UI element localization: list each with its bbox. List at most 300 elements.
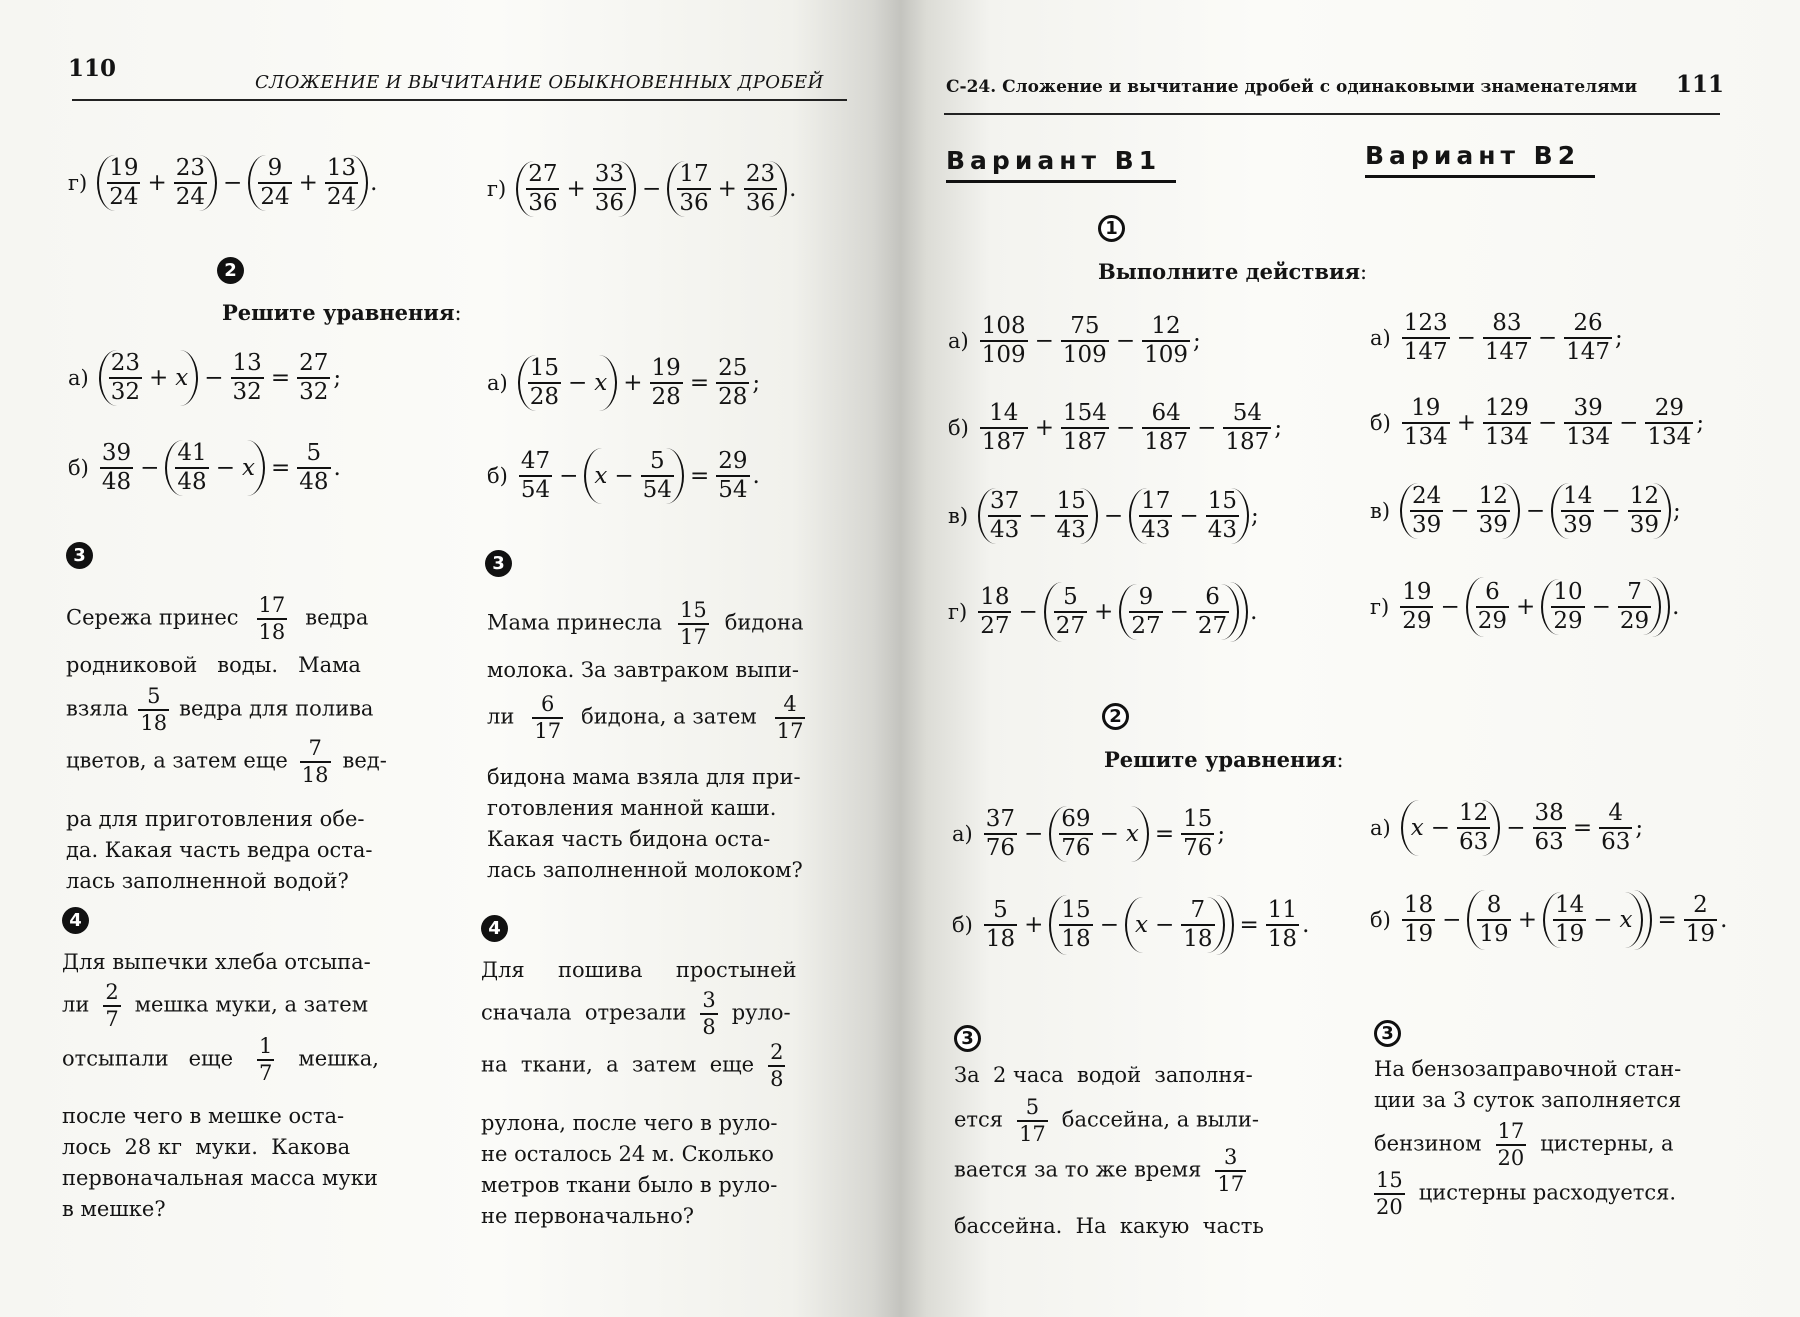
numerator: 75	[1070, 313, 1100, 339]
text-line: Для пошива простыней	[481, 958, 797, 982]
fraction	[716, 450, 749, 502]
paren: $\frac{6}{29}$ + $\frac{10}{29}$ − $\frac{7}{29}$	[1466, 577, 1670, 637]
denominator: 43	[1207, 517, 1237, 543]
denominator: 109	[1062, 342, 1107, 368]
numerator: 1	[259, 1034, 273, 1058]
text-line	[487, 694, 817, 742]
text-part: вед-	[342, 748, 387, 773]
numerator: 9	[1138, 584, 1154, 610]
item-label: б)	[952, 912, 973, 937]
fraction	[1215, 1147, 1246, 1195]
paren: $\frac{17}{36}$ + $\frac{23}{36}$	[667, 161, 787, 217]
paren: x − $\frac{12}{63}$	[1401, 800, 1501, 856]
text-line: ра для приготовления обе-	[66, 807, 365, 831]
numerator: 23	[110, 350, 140, 376]
numerator: 12	[1478, 483, 1508, 509]
numerator: 15	[1207, 488, 1237, 514]
task-number-badge: 2	[1102, 703, 1129, 730]
task-heading: Решите уравнения:	[1104, 747, 1344, 772]
text-line: лось 28 кг муки. Какова	[62, 1135, 351, 1159]
item-label: в)	[948, 503, 969, 528]
numerator: 17	[679, 161, 709, 187]
fraction	[174, 157, 207, 209]
numerator: 38	[1534, 800, 1564, 826]
text-line: да. Какая часть ведра оста-	[66, 838, 373, 862]
fraction	[1129, 586, 1162, 638]
paren: $\frac{69}{76}$ − x	[1049, 806, 1149, 862]
denominator: 18	[301, 763, 329, 787]
fraction	[103, 982, 120, 1030]
item-label: г)	[948, 599, 968, 624]
denominator: 48	[177, 469, 207, 495]
fraction	[677, 163, 710, 215]
expression-1g-v2: г) $\frac{19}{29}$ − $\frac{6}{29}$ + $\frac{10}{29}$ − $\frac{7}{29}$ .	[1370, 577, 1679, 637]
fraction	[1483, 312, 1531, 364]
fraction	[700, 990, 717, 1038]
fraction	[1533, 802, 1566, 854]
denominator: 27	[1055, 613, 1086, 639]
text-part: Сережа принес	[66, 605, 239, 630]
item-label: б)	[1370, 907, 1391, 932]
fraction	[1551, 581, 1584, 633]
numerator: 5	[1025, 1095, 1040, 1119]
numerator: 24	[1412, 483, 1442, 509]
variant-title-2: Вариант В2	[1365, 141, 1581, 170]
denominator: 147	[1403, 339, 1448, 365]
fraction	[1599, 802, 1632, 854]
text-line: не первоначально?	[481, 1204, 695, 1228]
text-line	[1374, 1170, 1676, 1218]
denominator: 18	[140, 711, 168, 735]
fraction	[650, 357, 683, 409]
denominator: 27	[1197, 613, 1228, 639]
expression-1v-v1: в) $\frac{37}{43}$ − $\frac{15}{43}$ − $\frac{17}{43}$ − $\frac{15}{43}$ ;	[948, 488, 1259, 543]
text-part: отсыпали еще	[62, 1046, 233, 1071]
fraction	[988, 490, 1021, 542]
numerator: 7	[1190, 897, 1206, 923]
denominator: 39	[1563, 512, 1593, 538]
denominator: 43	[1141, 517, 1171, 543]
paren: $\frac{24}{39}$ − $\frac{12}{39}$	[1400, 483, 1520, 539]
denominator: 24	[109, 184, 139, 210]
fraction	[1017, 1097, 1048, 1145]
expression-1v-v2: в) $\frac{24}{39}$ − $\frac{12}{39}$ − $\frac{14}{39}$ − $\frac{12}{39}$ ;	[1370, 483, 1681, 538]
fraction	[1059, 899, 1092, 951]
text-line: Какая часть бидона оста-	[487, 827, 771, 851]
text-part: бассейна, а выли-	[1061, 1107, 1259, 1132]
numerator: 12	[1458, 800, 1489, 826]
numerator: 2	[770, 1040, 784, 1064]
fraction	[1402, 894, 1435, 946]
denominator: 20	[1376, 1195, 1403, 1219]
fraction	[1374, 1170, 1405, 1218]
numerator: 4	[1608, 800, 1624, 826]
numerator: 9	[267, 155, 283, 181]
header-rule	[72, 99, 847, 101]
heading-text: Решите уравнения	[222, 300, 455, 325]
item-label: б)	[487, 463, 508, 488]
text-part: руло-	[731, 1000, 791, 1025]
denominator: 28	[718, 384, 748, 410]
text-part: ли	[62, 992, 90, 1017]
denominator: 18	[1183, 926, 1213, 952]
text-line	[66, 595, 368, 643]
text-line: не осталось 24 м. Сколько	[481, 1142, 774, 1166]
item-label: г)	[68, 170, 88, 195]
paren: $\frac{17}{43}$ − $\frac{15}{43}$	[1129, 488, 1249, 544]
paren: $\frac{15}{18}$ − x − $\frac{7}{18}$	[1049, 895, 1233, 955]
denominator: 29	[1553, 608, 1583, 634]
paren: $\frac{8}{19}$ + $\frac{14}{19}$ − x	[1467, 890, 1651, 950]
fraction	[1142, 315, 1190, 367]
equation-2a-col1: а) $\frac{23}{32}$ + x − $\frac{13}{32}$ = $\frac{27}{32}$ ;	[68, 350, 342, 405]
denominator: 19	[1685, 921, 1716, 947]
text-line: родниковой воды. Мама	[66, 653, 361, 677]
denominator: 19	[1554, 921, 1585, 947]
numerator: 15	[680, 598, 707, 622]
fraction	[1561, 485, 1594, 537]
running-title: С-24. Сложение и вычитание дробей с одинаковыми знаменателями	[946, 77, 1638, 97]
numerator: 12	[1151, 313, 1181, 339]
denominator: 63	[1601, 829, 1631, 855]
expression-1a-v2: а) $\frac{123}{147}$ − $\frac{83}{147}$ − $\frac{26}{147}$ ;	[1370, 310, 1623, 365]
variant-underline	[946, 180, 1176, 183]
denominator: 43	[990, 517, 1020, 543]
denominator: 18	[985, 926, 1016, 952]
item-label: в)	[1370, 498, 1391, 523]
task-number-badge: 3	[1374, 1020, 1401, 1047]
numerator: 5	[147, 684, 161, 708]
paren: $\frac{9}{27}$ − $\frac{6}{27}$	[1119, 584, 1239, 640]
numerator: 15	[1061, 897, 1091, 923]
fraction	[978, 586, 1011, 638]
fraction	[984, 899, 1017, 951]
numerator: 12	[1629, 483, 1659, 509]
numerator: 33	[594, 161, 625, 187]
fraction	[1618, 581, 1651, 633]
denominator: 20	[1497, 1146, 1525, 1170]
fraction	[768, 1042, 785, 1090]
numerator: 18	[1403, 892, 1434, 918]
fraction	[258, 157, 291, 209]
denominator: 187	[1144, 429, 1189, 455]
numerator: 11	[1267, 897, 1298, 923]
text-line	[954, 1097, 1259, 1145]
expression-1b-v1: б) $\frac{14}{187}$ + $\frac{154}{187}$ − $\frac{64}{187}$ − $\frac{54}{187}$ ;	[948, 400, 1283, 455]
text-line: готовления манной каши.	[487, 796, 777, 820]
expression-1g-v1: г) $\frac{18}{27}$ − $\frac{5}{27}$ + $\frac{9}{27}$ − $\frac{6}{27}$ .	[948, 582, 1257, 642]
denominator: 24	[326, 184, 357, 210]
numerator: 13	[326, 155, 357, 181]
fraction	[519, 450, 552, 502]
text-line	[954, 1147, 1260, 1195]
numerator: 7	[308, 736, 322, 760]
text-line: ции за 3 суток заполняется	[1374, 1088, 1682, 1112]
text-part: бензином	[1374, 1131, 1482, 1156]
fraction	[980, 315, 1028, 367]
text-part: бидона, а затем	[581, 704, 757, 729]
task-heading: Решите уравнения:	[222, 300, 462, 325]
denominator: 39	[1412, 512, 1442, 538]
denominator: 76	[1183, 835, 1213, 861]
fraction	[1410, 485, 1443, 537]
item-label: а)	[487, 370, 508, 395]
denominator: 24	[260, 184, 290, 210]
numerator: 15	[529, 355, 559, 381]
denominator: 76	[1061, 835, 1091, 861]
numerator: 154	[1063, 400, 1107, 426]
numerator: 4	[783, 692, 797, 716]
numerator: 19	[109, 155, 139, 181]
denominator: 54	[718, 477, 748, 503]
text-line: метров ткани было в руло-	[481, 1173, 778, 1197]
denominator: 134	[1647, 424, 1692, 450]
denominator: 32	[110, 379, 140, 405]
denominator: 48	[101, 469, 132, 495]
denominator: 19	[1403, 921, 1434, 947]
text-part: взяла	[66, 696, 129, 721]
text-line	[481, 1042, 799, 1090]
numerator: 15	[1056, 488, 1086, 514]
text-part: сначала отрезали	[481, 1000, 687, 1025]
fraction	[1564, 397, 1612, 449]
text-line: лась заполненной молоком?	[487, 858, 803, 882]
fraction	[1496, 1121, 1527, 1169]
equation-2a-v1: а) $\frac{37}{76}$ − $\frac{69}{76}$ − x = $\frac{15}{76}$ ;	[952, 806, 1226, 861]
fraction	[593, 163, 626, 215]
denominator: 187	[981, 429, 1026, 455]
denominator: 36	[679, 190, 709, 216]
task-number-badge: 4	[481, 915, 508, 942]
fraction	[1206, 490, 1239, 542]
fraction	[641, 450, 674, 502]
text-line: Для выпечки хлеба отсыпа-	[62, 950, 371, 974]
denominator: 17	[1019, 1122, 1046, 1146]
numerator: 69	[1061, 806, 1091, 832]
numerator: 5	[649, 448, 665, 474]
denominator: 7	[105, 1007, 119, 1031]
fraction	[526, 163, 559, 215]
text-line	[66, 738, 387, 786]
numerator: 19	[1411, 395, 1441, 421]
fraction	[257, 595, 288, 643]
header-rule	[944, 113, 1720, 115]
item-label: а)	[948, 328, 969, 353]
denominator: 7	[259, 1061, 273, 1085]
fraction	[1628, 485, 1661, 537]
numerator: 26	[1573, 310, 1603, 336]
fraction	[1564, 312, 1612, 364]
task-number-badge: 4	[62, 907, 89, 934]
denominator: 27	[1131, 613, 1161, 639]
text-part: мешка муки, а затем	[134, 992, 369, 1017]
equation-2b-v1: б) $\frac{5}{18}$ + $\frac{15}{18}$ − x − $\frac{7}{18}$ = $\frac{11}{18}$ .	[952, 895, 1309, 955]
text-line	[481, 990, 791, 1038]
numerator: 123	[1403, 310, 1448, 336]
denominator: 17	[534, 719, 562, 743]
fraction	[1196, 586, 1229, 638]
variant-underline	[1365, 175, 1595, 178]
equation-2b-v2: б) $\frac{18}{19}$ − $\frac{8}{19}$ + $\frac{14}{19}$ − x = $\frac{2}{19}$ .	[1370, 890, 1727, 950]
heading-text: Решите уравнения	[1104, 747, 1337, 772]
denominator: 187	[1225, 429, 1270, 455]
denominator: 28	[651, 384, 681, 410]
equation-2b-col1: б) $\frac{39}{48}$ − $\frac{41}{48}$ − x = $\frac{5}{48}$ .	[68, 440, 341, 495]
text-part: ли	[487, 704, 515, 729]
denominator: 54	[520, 477, 551, 503]
text-line: первоначальная масса муки	[62, 1166, 378, 1190]
denominator: 28	[529, 384, 559, 410]
item-label: а)	[952, 821, 973, 846]
fraction	[1476, 581, 1509, 633]
expression-1b-v2: б) $\frac{19}{134}$ + $\frac{129}{134}$ − $\frac{39}{134}$ − $\frac{29}{134}$ ;	[1370, 395, 1705, 450]
denominator: 109	[1144, 342, 1188, 368]
denominator: 29	[1402, 608, 1432, 634]
page-number: 110	[68, 55, 117, 82]
item-label: г)	[1370, 594, 1390, 619]
numerator: 15	[1183, 806, 1213, 832]
numerator: 5	[993, 897, 1008, 923]
fraction	[1483, 397, 1531, 449]
numerator: 29	[1654, 395, 1684, 421]
fraction	[980, 402, 1028, 454]
item-label: б)	[68, 455, 89, 480]
fraction	[175, 442, 208, 494]
numerator: 39	[101, 440, 132, 466]
fraction	[109, 352, 142, 404]
task-number-badge: 3	[485, 550, 512, 577]
equation-2a-col2: а) $\frac{15}{28}$ − x + $\frac{19}{28}$ = $\frac{25}{28}$ ;	[487, 355, 761, 410]
numerator: 6	[1205, 584, 1220, 610]
numerator: 27	[299, 350, 329, 376]
denominator: 63	[1534, 829, 1564, 855]
denominator: 48	[299, 469, 329, 495]
fraction	[678, 600, 709, 648]
text-line: За 2 часа водой заполня-	[954, 1063, 1253, 1087]
paren: x − $\frac{5}{54}$	[584, 448, 684, 504]
numerator: 37	[985, 806, 1015, 832]
numerator: 25	[718, 355, 748, 381]
text-line: рулона, после чего в руло-	[481, 1111, 778, 1135]
page-number: 111	[1676, 71, 1725, 98]
fraction	[1645, 397, 1693, 449]
denominator: 27	[980, 613, 1010, 639]
denominator: 17	[680, 625, 707, 649]
numerator: 6	[541, 692, 555, 716]
text-line: бидона мама взяла для при-	[487, 765, 801, 789]
fraction	[1181, 808, 1214, 860]
numerator: 41	[177, 440, 207, 466]
fraction	[1061, 402, 1109, 454]
right-page	[900, 0, 1800, 1317]
item-label: а)	[68, 365, 89, 390]
numerator: 14	[1554, 892, 1585, 918]
fraction	[1142, 402, 1190, 454]
denominator: 54	[642, 477, 672, 503]
denominator: 18	[1267, 926, 1298, 952]
item-label: а)	[1370, 325, 1391, 350]
text-part: Мама принесла	[487, 610, 663, 635]
fraction	[744, 163, 777, 215]
fraction	[300, 738, 331, 786]
fraction	[528, 357, 561, 409]
expression-1a-v1: а) $\frac{108}{109}$ − $\frac{75}{109}$ − $\frac{12}{109}$ ;	[948, 313, 1201, 368]
numerator: 17	[1497, 1119, 1525, 1143]
text-line	[487, 600, 804, 648]
denominator: 18	[258, 620, 286, 644]
fraction	[1477, 485, 1510, 537]
paren: $\frac{14}{19}$ − x	[1543, 892, 1643, 948]
fraction	[775, 694, 806, 742]
text-line: молока. За завтраком выпи-	[487, 658, 800, 682]
fraction	[1684, 894, 1717, 946]
denominator: 134	[1403, 424, 1448, 450]
text-part: мешка,	[298, 1046, 379, 1071]
numerator: 2	[105, 980, 119, 1004]
denominator: 76	[985, 835, 1015, 861]
equation-2a-v2: а) x − $\frac{12}{63}$ − $\frac{38}{63}$ = $\frac{4}{63}$ ;	[1370, 800, 1644, 855]
numerator: 29	[718, 448, 748, 474]
text-line: бассейна. На какую часть	[954, 1214, 1264, 1238]
fraction	[532, 694, 563, 742]
denominator: 36	[528, 190, 558, 216]
task-heading: Выполните действия:	[1098, 259, 1368, 284]
denominator: 32	[299, 379, 329, 405]
text-part: ведра	[305, 605, 369, 630]
numerator: 129	[1485, 395, 1529, 421]
fraction	[1181, 899, 1214, 951]
fraction	[1400, 581, 1433, 633]
paren: $\frac{15}{28}$ − x	[518, 355, 618, 411]
denominator: 147	[1484, 339, 1529, 365]
numerator: 6	[1485, 579, 1500, 605]
item-label: а)	[1370, 815, 1391, 840]
expression-1g-col1: г) $\frac{19}{24}$ + $\frac{23}{24}$ − $\frac{9}{24}$ + $\frac{13}{24}$ .	[68, 155, 378, 210]
numerator: 27	[528, 161, 558, 187]
denominator: 8	[702, 1015, 716, 1039]
numerator: 5	[1063, 584, 1078, 610]
text-part: цистерны расходуется.	[1418, 1180, 1677, 1205]
text-line	[62, 982, 368, 1030]
denominator: 29	[1477, 608, 1508, 634]
denominator: 18	[1061, 926, 1091, 952]
text-line: На бензозаправочной стан-	[1374, 1057, 1682, 1081]
denominator: 19	[1479, 921, 1509, 947]
item-label: б)	[1370, 410, 1391, 435]
fraction	[1061, 315, 1109, 367]
numerator: 23	[175, 155, 206, 181]
denominator: 147	[1566, 339, 1610, 365]
text-part: цветов, а затем еще	[66, 748, 288, 773]
text-line: лась заполненной водой?	[66, 869, 349, 893]
fraction	[231, 352, 264, 404]
text-line	[62, 1036, 379, 1084]
numerator: 19	[1402, 579, 1432, 605]
fraction	[257, 1036, 274, 1084]
text-line: после чего в мешке оста-	[62, 1104, 345, 1128]
numerator: 18	[980, 584, 1010, 610]
denominator: 134	[1566, 424, 1611, 450]
text-part: бидона	[724, 610, 804, 635]
fraction	[1055, 490, 1088, 542]
denominator: 17	[776, 719, 804, 743]
denominator: 39	[1478, 512, 1508, 538]
paren: x − $\frac{7}{18}$	[1125, 897, 1225, 953]
paren: $\frac{14}{39}$ − $\frac{12}{39}$	[1551, 483, 1671, 539]
text-line	[66, 686, 373, 734]
paren: $\frac{41}{48}$ − x	[165, 440, 265, 496]
fraction	[297, 442, 330, 494]
